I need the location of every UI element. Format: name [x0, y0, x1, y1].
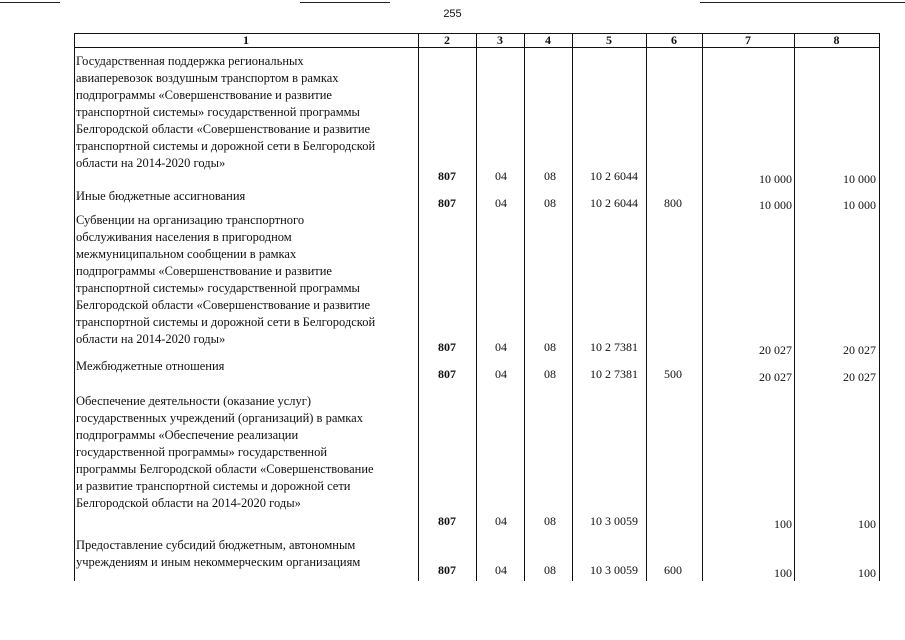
- row-col-2: 807: [438, 196, 456, 210]
- header-col-8: 8: [833, 33, 840, 47]
- header-col-5: 5: [606, 33, 612, 47]
- row-col-2: 807: [438, 514, 456, 528]
- row-col-2: 807: [438, 563, 456, 577]
- row-col-5: 10 3 0059: [590, 563, 638, 577]
- header-col-4: 4: [545, 33, 551, 47]
- header-col-2: 2: [444, 33, 450, 47]
- col-border-5: [646, 33, 647, 581]
- col-border-6: [702, 33, 703, 581]
- col-border-1: [418, 33, 419, 581]
- row-col-3: 04: [495, 169, 507, 183]
- header-col-1: 1: [243, 33, 249, 47]
- row-name: Межбюджетные отношения: [76, 359, 225, 373]
- row-col-6: 500: [664, 367, 682, 381]
- col-border-3: [524, 33, 525, 581]
- row-col-2: 807: [438, 340, 456, 354]
- header-col-6: 6: [671, 33, 677, 47]
- row-col-3: 04: [495, 196, 507, 210]
- row-name: Государственная поддержка региональных авиаперевозок воздушным транспортом в рамках подпрограммы «Совершенствование и развитие транспортной системы» государственной программы Белгородской области «Совершенствование и развитие транспортной системы и дорожной сети в Белгородской области на 2014-2020 годы»: [76, 54, 376, 170]
- row-name: Иные бюджетные ассигнования: [76, 189, 246, 203]
- row-col-3: 04: [495, 514, 507, 528]
- row-col-3: 04: [495, 367, 507, 381]
- row-col-8: 100: [858, 517, 876, 531]
- col-border-4: [572, 33, 573, 581]
- budget-table: [74, 33, 880, 581]
- row-col-5: 10 2 7381: [590, 367, 638, 381]
- page-number: 255: [443, 8, 462, 20]
- header-col-7: 7: [745, 33, 751, 47]
- row-col-7: 20 027: [759, 343, 792, 357]
- row-col-7: 100: [774, 517, 792, 531]
- row-col-8: 20 027: [843, 343, 876, 357]
- row-col-3: 04: [495, 340, 507, 354]
- row-col-8: 10 000: [843, 198, 876, 212]
- row-col-7: 10 000: [759, 172, 792, 186]
- row-col-6: 800: [664, 196, 682, 210]
- row-col-7: 20 027: [759, 370, 792, 384]
- row-col-3: 04: [495, 563, 507, 577]
- row-col-5: 10 2 6044: [590, 196, 638, 210]
- top-rule-right: [700, 2, 905, 3]
- row-col-4: 08: [544, 367, 556, 381]
- col-border-0: [74, 33, 75, 581]
- row-col-4: 08: [544, 169, 556, 183]
- row-name: Обеспечение деятельности (оказание услуг) государственных учреждений (организаций) в рамках подпрограммы «Обеспечение реализации государственной программы» государственной программы Белгородской области «Совершенствование и развитие транспортной системы и дорожной сети Белгородской области на 2014-2020 годы»: [76, 394, 374, 510]
- row-col-5: 10 3 0059: [590, 514, 638, 528]
- row-col-2: 807: [438, 367, 456, 381]
- row-col-7: 100: [774, 566, 792, 580]
- row-col-7: 10 000: [759, 198, 792, 212]
- col-border-7: [794, 33, 795, 581]
- row-col-5: 10 2 6044: [590, 169, 638, 183]
- top-rule-left: [0, 2, 60, 3]
- row-col-4: 08: [544, 196, 556, 210]
- row-col-4: 08: [544, 514, 556, 528]
- row-col-4: 08: [544, 563, 556, 577]
- row-col-6: 600: [664, 563, 682, 577]
- row-col-5: 10 2 7381: [590, 340, 638, 354]
- row-col-8: 100: [858, 566, 876, 580]
- row-name: Предоставление субсидий бюджетным, автономным учреждениям и иным некоммерческим организациям: [76, 538, 361, 569]
- top-rule-mid: [300, 2, 390, 3]
- row-name: Субвенции на организацию транспортного обслуживания населения в пригородном межмуниципальном сообщении в рамках подпрограммы «Совершенствование и развитие транспортной системы» государственной программы Белгородской области «Совершенствование и развитие транспортной системы и дорожной сети в Белгородской области на 2014-2020 годы»: [76, 213, 376, 346]
- row-col-8: 20 027: [843, 370, 876, 384]
- row-col-8: 10 000: [843, 172, 876, 186]
- row-col-2: 807: [438, 169, 456, 183]
- header-bottom-border: [74, 47, 880, 48]
- row-col-4: 08: [544, 340, 556, 354]
- col-border-8: [879, 33, 880, 581]
- header-col-3: 3: [497, 33, 503, 47]
- col-border-2: [476, 33, 477, 581]
